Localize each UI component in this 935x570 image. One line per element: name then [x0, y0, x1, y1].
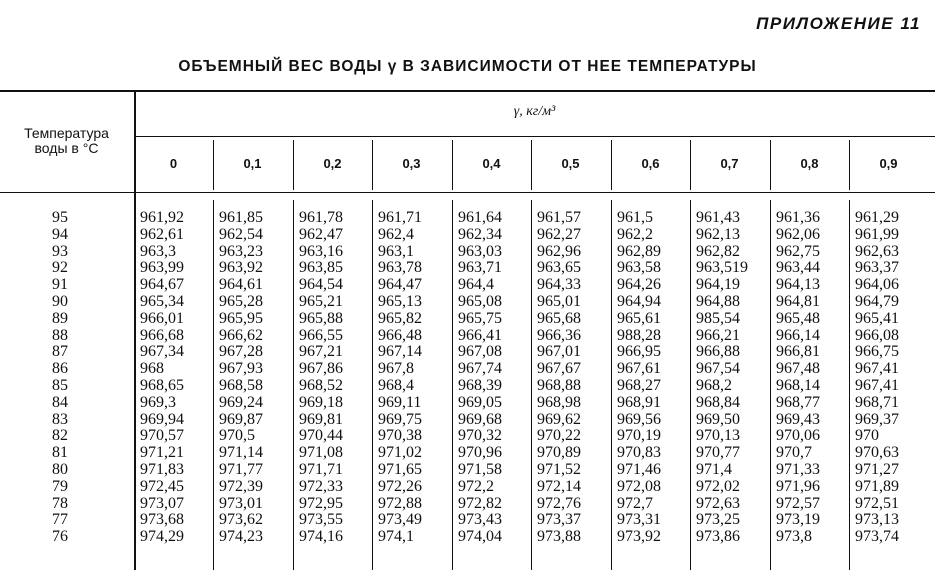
temperature-value: 89: [52, 309, 68, 327]
table-cell: 971,08: [299, 444, 343, 462]
table-cell: 970,44: [299, 427, 343, 445]
table-cell: 972,63: [696, 494, 740, 512]
gamma-underline: [134, 136, 935, 137]
table-cell: 965,21: [299, 293, 343, 310]
water-weight-table: [0, 90, 935, 570]
table-cell: 968,52: [299, 377, 343, 394]
temperature-value: 95: [52, 209, 68, 226]
table-cell: 962,61: [140, 225, 184, 243]
table-cell: 971,96: [776, 477, 820, 495]
table-cell: 962,82: [696, 242, 740, 260]
column-divider: [372, 200, 373, 570]
table-cell: 962,54: [219, 225, 263, 243]
table-cell: 970,19: [617, 427, 661, 445]
table-cell: 964,26: [617, 276, 661, 294]
table-cell: 964,79: [855, 293, 899, 310]
top-rule: [0, 90, 935, 92]
column-divider: [293, 200, 294, 570]
table-cell: 965,61: [617, 309, 661, 327]
table-cell: 966,68: [140, 326, 184, 344]
table-cell: 973,19: [776, 511, 820, 529]
table-cell: 967,41: [855, 360, 899, 378]
table-cell: 961,5: [617, 209, 653, 226]
table-cell: 966,36: [537, 326, 581, 344]
table-cell: 971,27: [855, 461, 899, 478]
temperature-header-line1: Температура: [24, 125, 109, 141]
table-cell: 972,76: [537, 494, 581, 512]
table-cell: 966,14: [776, 326, 820, 344]
table-cell: 962,4: [378, 225, 414, 243]
temperature-header-line2: воды в °С: [34, 140, 99, 156]
temperature-value: 90: [52, 292, 68, 310]
table-cell: 967,01: [537, 343, 581, 361]
table-cell: 966,55: [299, 326, 343, 344]
table-cell: 971,33: [776, 461, 820, 478]
column-divider: [531, 200, 532, 570]
table-cell: 971,4: [696, 461, 732, 478]
table-cell: 967,48: [776, 360, 820, 378]
table-cell: 969,24: [219, 393, 263, 411]
table-cell: 969,94: [140, 410, 184, 428]
table-cell: 985,54: [696, 309, 740, 327]
table-cell: 973,86: [696, 528, 740, 546]
table-cell: 966,95: [617, 343, 661, 361]
table-cell: 971,83: [140, 461, 184, 478]
table-cell: 968,77: [776, 393, 820, 411]
table-cell: 967,8: [378, 360, 414, 378]
table-cell: 967,67: [537, 360, 581, 378]
table-cell: 972,33: [299, 477, 343, 495]
table-cell: 969,75: [378, 410, 422, 428]
table-cell: 972,7: [617, 494, 653, 512]
temperature-value: 91: [52, 276, 68, 294]
column-header: 0,7: [720, 156, 739, 171]
table-title: ОБЪЕМНЫЙ ВЕС ВОДЫ γ В ЗАВИСИМОСТИ ОТ НЕЕ ТЕМПЕРАТУРЫ: [178, 58, 757, 75]
temperature-value: 93: [52, 242, 68, 260]
appendix-label: ПРИЛОЖЕНИЕ 11: [756, 14, 921, 33]
table-cell: 963,92: [219, 259, 263, 277]
table-cell: 973,43: [458, 511, 502, 529]
table-cell: 970,32: [458, 427, 502, 445]
temperature-value: 83: [52, 410, 68, 428]
table-cell: 964,54: [299, 276, 343, 294]
table-cell: 972,88: [378, 494, 422, 512]
temperature-column: [40, 210, 80, 546]
column-divider: [690, 200, 691, 570]
table-cell: 961,85: [219, 209, 263, 226]
table-cell: 968,65: [140, 377, 184, 394]
table-cell: 964,47: [378, 276, 422, 294]
table-cell: 964,94: [617, 293, 661, 310]
table-cell: 961,36: [776, 209, 820, 226]
table-cell: 988,28: [617, 326, 661, 344]
table-cell: 961,99: [855, 225, 899, 243]
table-cell: 968,88: [537, 377, 581, 394]
table-cell: 962,75: [776, 242, 820, 260]
table-cell: 974,29: [140, 528, 184, 546]
table-cell: 964,61: [219, 276, 263, 294]
table-cell: 970: [855, 427, 879, 445]
column-divider: [611, 200, 612, 570]
table-cell: 969,11: [378, 393, 422, 411]
table-cell: 968,2: [696, 377, 732, 394]
temperature-value: 85: [52, 376, 68, 394]
table-cell: 967,21: [299, 343, 343, 361]
table-cell: 962,96: [537, 242, 581, 260]
temperature-value: 82: [52, 427, 68, 445]
table-cell: 962,27: [537, 225, 581, 243]
table-cell: 972,95: [299, 494, 343, 512]
table-cell: 963,3: [140, 242, 176, 260]
table-cell: 971,77: [219, 461, 263, 478]
column-header: 0,1: [243, 156, 262, 171]
table-cell: 973,25: [696, 511, 740, 529]
table-cell: 971,46: [617, 461, 661, 478]
header-bottom-rule: [0, 192, 935, 193]
table-cell: 965,41: [855, 309, 899, 327]
table-cell: 965,82: [378, 309, 422, 327]
table-cell: 967,14: [378, 343, 422, 361]
table-cell: 970,7: [776, 444, 812, 462]
gamma-header: γ, кг/м³: [513, 104, 556, 119]
table-cell: 968,14: [776, 377, 820, 394]
table-cell: 965,13: [378, 293, 422, 310]
column-header: 0,9: [879, 156, 898, 171]
temperature-value: 79: [52, 477, 68, 495]
table-cell: 967,54: [696, 360, 740, 378]
column-divider: [213, 200, 214, 570]
temperature-value: 78: [52, 494, 68, 512]
table-cell: 973,62: [219, 511, 263, 529]
table-cell: 963,23: [219, 242, 263, 260]
table-cell: 968,91: [617, 393, 661, 411]
table-cell: 965,28: [219, 293, 263, 310]
temperature-value: 92: [52, 259, 68, 277]
table-cell: 970,57: [140, 427, 184, 445]
temperature-value: 88: [52, 326, 68, 344]
table-cell: 965,48: [776, 309, 820, 327]
column-header: 0,2: [323, 156, 342, 171]
table-cell: 969,68: [458, 410, 502, 428]
temperature-value: 80: [52, 460, 68, 478]
table-cell: 962,13: [696, 225, 740, 243]
table-cell: 965,01: [537, 293, 581, 310]
table-cell: 969,3: [140, 393, 176, 411]
table-cell: 972,45: [140, 477, 184, 495]
column-header: 0,8: [800, 156, 819, 171]
table-cell: 967,41: [855, 377, 899, 394]
table-cell: 969,18: [299, 393, 343, 411]
temperature-value: 77: [52, 511, 68, 529]
table-cell: 966,41: [458, 326, 502, 344]
table-cell: 973,01: [219, 494, 263, 512]
table-cell: 973,07: [140, 494, 184, 512]
table-cell: 971,58: [458, 461, 502, 478]
table-cell: 963,65: [537, 259, 581, 277]
table-cell: 969,56: [617, 410, 661, 428]
column-divider: [849, 200, 850, 570]
table-cell: 967,86: [299, 360, 343, 378]
table-cell: 969,50: [696, 410, 740, 428]
temperature-value: 84: [52, 393, 68, 411]
table-cell: 974,1: [378, 528, 414, 546]
table-cell: 968,71: [855, 393, 899, 411]
table-cell: 970,06: [776, 427, 820, 445]
table-cell: 962,63: [855, 242, 899, 260]
column-divider: [452, 200, 453, 570]
table-cell: 971,71: [299, 461, 343, 478]
table-cell: 972,08: [617, 477, 661, 495]
table-cell: 966,88: [696, 343, 740, 361]
table-cell: 973,55: [299, 511, 343, 529]
table-cell: 963,16: [299, 242, 343, 260]
table-cell: 963,1: [378, 242, 414, 260]
table-cell: 972,26: [378, 477, 422, 495]
column-header: 0,4: [482, 156, 501, 171]
table-cell: 967,28: [219, 343, 263, 361]
table-cell: 963,44: [776, 259, 820, 277]
table-cell: 970,89: [537, 444, 581, 462]
table-cell: 970,96: [458, 444, 502, 462]
table-cell: 969,87: [219, 410, 263, 428]
table-cell: 974,23: [219, 528, 263, 546]
table-cell: 967,61: [617, 360, 661, 378]
table-cell: 973,68: [140, 511, 184, 529]
table-cell: 963,71: [458, 259, 502, 277]
table-cell: 968,39: [458, 377, 502, 394]
table-cell: 964,19: [696, 276, 740, 294]
table-cell: 968: [140, 360, 164, 378]
temperature-header: [0, 126, 133, 156]
table-cell: 966,81: [776, 343, 820, 361]
table-cell: 968,27: [617, 377, 661, 394]
table-cell: 962,2: [617, 225, 653, 243]
temperature-value: 94: [52, 225, 68, 243]
table-cell: 964,06: [855, 276, 899, 294]
table-cell: 972,51: [855, 494, 899, 512]
column-header: 0: [169, 156, 178, 171]
table-cell: 963,03: [458, 242, 502, 260]
table-cell: 968,58: [219, 377, 263, 394]
table-cell: 965,68: [537, 309, 581, 327]
table-cell: 963,85: [299, 259, 343, 277]
table-cell: 963,519: [696, 259, 748, 277]
table-cell: 967,08: [458, 343, 502, 361]
table-cell: 965,95: [219, 309, 263, 327]
table-cell: 966,75: [855, 343, 899, 361]
table-cell: 961,78: [299, 209, 343, 226]
table-cell: 969,05: [458, 393, 502, 411]
column-header: 0,5: [561, 156, 580, 171]
table-cell: 961,92: [140, 209, 184, 226]
table-cell: 971,02: [378, 444, 422, 462]
table-cell: 961,57: [537, 209, 581, 226]
table-cell: 964,81: [776, 293, 820, 310]
table-cell: 973,37: [537, 511, 581, 529]
table-cell: 973,88: [537, 528, 581, 546]
table-cell: 963,58: [617, 259, 661, 277]
table-cell: 962,47: [299, 225, 343, 243]
table-cell: 972,2: [458, 477, 494, 495]
table-cell: 965,08: [458, 293, 502, 310]
table-cell: 963,37: [855, 259, 899, 277]
table-cell: 973,49: [378, 511, 422, 529]
table-cell: 969,37: [855, 410, 899, 428]
table-cell: 966,62: [219, 326, 263, 344]
table-cell: 961,43: [696, 209, 740, 226]
table-cell: 970,5: [219, 427, 255, 445]
table-cell: 963,78: [378, 259, 422, 277]
table-cell: 966,21: [696, 326, 740, 344]
table-cell: 961,29: [855, 209, 899, 226]
table-cell: 966,01: [140, 309, 184, 327]
table-cell: 965,75: [458, 309, 502, 327]
table-cell: 971,89: [855, 477, 899, 495]
table-cell: 972,14: [537, 477, 581, 495]
table-cell: 964,88: [696, 293, 740, 310]
table-cell: 961,71: [378, 209, 422, 226]
table-cell: 972,02: [696, 477, 740, 495]
table-cell: 973,74: [855, 528, 899, 546]
table-cell: 973,8: [776, 528, 812, 546]
table-cell: 962,06: [776, 225, 820, 243]
table-cell: 969,62: [537, 410, 581, 428]
table-cell: 970,63: [855, 444, 899, 462]
table-cell: 970,38: [378, 427, 422, 445]
table-cell: 966,08: [855, 326, 899, 344]
table-cell: 968,4: [378, 377, 414, 394]
column-header: 0,6: [641, 156, 660, 171]
column-header: 0,3: [402, 156, 421, 171]
table-cell: 971,14: [219, 444, 263, 462]
table-cell: 964,33: [537, 276, 581, 294]
table-cell: 970,83: [617, 444, 661, 462]
table-cell: 970,22: [537, 427, 581, 445]
table-cell: 965,88: [299, 309, 343, 327]
temperature-value: 87: [52, 343, 68, 361]
table-cell: 967,34: [140, 343, 184, 361]
table-cell: 969,81: [299, 410, 343, 428]
table-cell: 972,39: [219, 477, 263, 495]
column-divider: [770, 200, 771, 570]
table-cell: 966,48: [378, 326, 422, 344]
table-cell: 964,4: [458, 276, 494, 294]
table-cell: 973,13: [855, 511, 899, 529]
table-cell: 972,57: [776, 494, 820, 512]
table-cell: 962,89: [617, 242, 661, 260]
temperature-value: 76: [52, 528, 68, 546]
table-cell: 969,43: [776, 410, 820, 428]
table-cell: 971,21: [140, 444, 184, 462]
table-cell: 965,34: [140, 293, 184, 310]
table-cell: 963,99: [140, 259, 184, 277]
temperature-value: 86: [52, 360, 68, 378]
table-cell: 967,74: [458, 360, 502, 378]
table-cell: 970,77: [696, 444, 740, 462]
table-cell: 967,93: [219, 360, 263, 378]
table-cell: 970,13: [696, 427, 740, 445]
table-cell: 964,67: [140, 276, 184, 294]
table-cell: 971,52: [537, 461, 581, 478]
temperature-value: 81: [52, 444, 68, 462]
table-cell: 972,82: [458, 494, 502, 512]
table-cell: 971,65: [378, 461, 422, 478]
table-cell: 974,04: [458, 528, 502, 546]
table-cell: 974,16: [299, 528, 343, 546]
table-cell: 968,84: [696, 393, 740, 411]
table-cell: 973,92: [617, 528, 661, 546]
table-cell: 961,64: [458, 209, 502, 226]
table-cell: 962,34: [458, 225, 502, 243]
table-cell: 964,13: [776, 276, 820, 294]
table-cell: 973,31: [617, 511, 661, 529]
table-cell: 968,98: [537, 393, 581, 411]
